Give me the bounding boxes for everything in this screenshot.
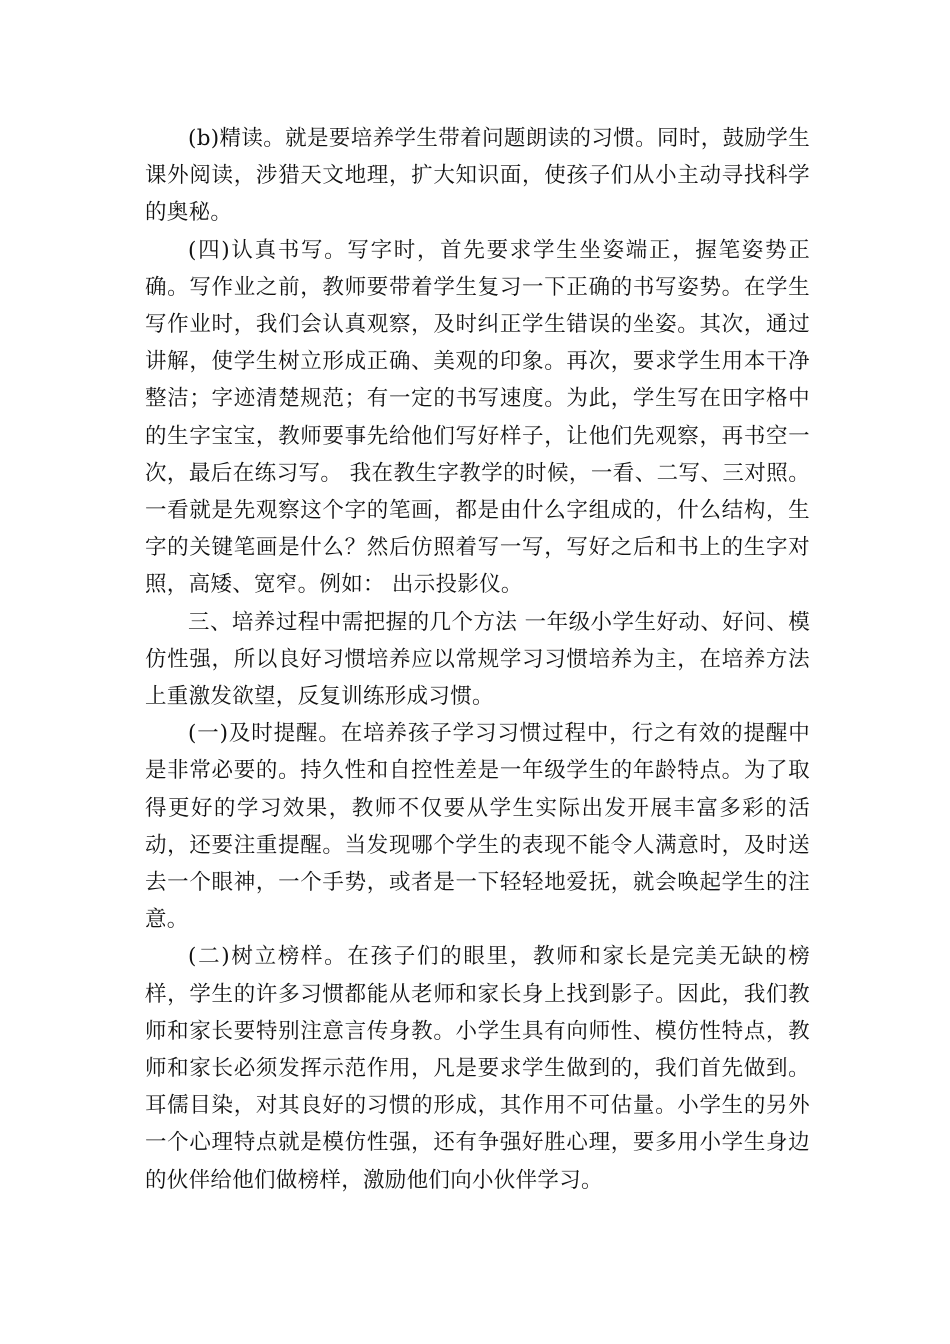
paragraph-training-methods: 三、培养过程中需把握的几个方法 一年级小学生好动、好问、模仿性强，所以良好习惯培养应以常规学习习惯培养为主，在培养方法上重激发欲望，反复训练形成习惯。 — [145, 609, 810, 710]
paragraph-set-example: (二)树立榜样。在孩子们的眼里，教师和家长是完美无缺的榜样，学生的许多习惯都能从老师和家长身上找到影子。因此，我们教师和家长要特别注意言传身教。小学生具有向师性、模仿性特点，教师和家长必须发挥示范作用，凡是要求学生做到的，我们首先做到。耳儒目染，对其良好的习惯的形成，其作用不可估量。小学生的另外一个心理特点就是模仿性强，还有争强好胜心理，要多用小学生身边的伙伴给他们做榜样，激励他们向小伙伴学习。 — [145, 944, 810, 1193]
paragraph-reading-intensive: (b)精读。就是要培养学生带着问题朗读的习惯。同时，鼓励学生课外阅读，涉猎天文地理，扩大知识面，使孩子们从小主动寻找科学的奥秘。 — [145, 126, 810, 226]
paragraph-timely-reminder: (一)及时提醒。在培养孩子学习习惯过程中，行之有效的提醒中是非常必要的。持久性和自控性差是一年级学生的年龄特点。为了取得更好的学习效果，教师不仅要从学生实际出发开展丰富多彩的活动，还要注重提醒。当发现哪个学生的表现不能令人满意时，及时送去一个眼神，一个手势，或者是一下轻轻地爱抚，就会唤起学生的注意。 — [145, 721, 810, 933]
document-body — [145, 120, 810, 1199]
paragraph-careful-writing: (四)认真书写。写字时，首先要求学生坐姿端正，握笔姿势正确。写作业之前，教师要带着学生复习一下正确的书写姿势。在学生写作业时，我们会认真观察，及时纠正学生错误的坐姿。其次，通过讲解，使学生树立形成正确、美观的印象。再次，要求学生用本干净整洁；字迹清楚规范；有一定的书写速度。为此，学生写在田字格中的生字宝宝，教师要事先给他们写好样子，让他们先观察，再书空一次，最后在练习写。 我在教生字教学的时候，一看、二写、三对照。一看就是先观察这个字的笔画，都是由什么字组成的，什么结构，生字的关键笔画是什么？然后仿照着写一写，写好之后和书上的生字对照，高矮、宽窄。例如： 出示投影仪。 — [145, 237, 810, 598]
